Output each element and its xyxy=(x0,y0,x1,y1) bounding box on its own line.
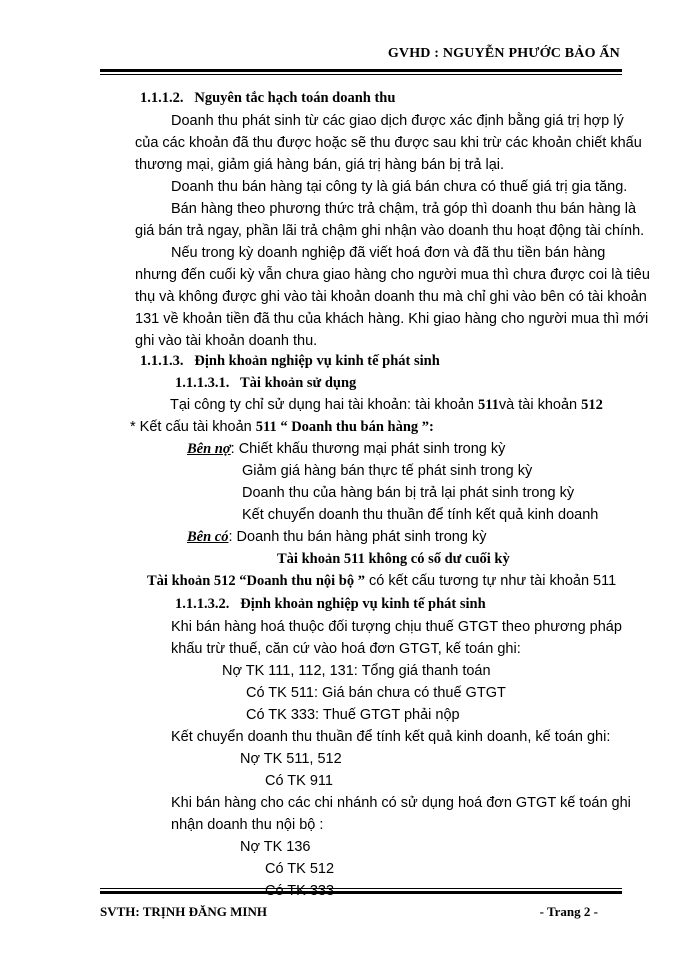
credit-row xyxy=(187,527,486,547)
footer-student: SVTH: TRỊNH ĐĂNG MINH xyxy=(100,904,267,919)
accounts-intro xyxy=(170,395,603,415)
header-rule-thick xyxy=(100,69,622,72)
debit-label: Bên nợ xyxy=(187,441,231,457)
credit-item: : Doanh thu bán hàng phát sinh trong kỳ xyxy=(228,529,487,545)
account-512: 512 xyxy=(581,397,603,413)
entry-line: nhận doanh thu nội bộ : xyxy=(171,817,324,833)
paragraph-line: thương mại, giảm giá hàng bán, giá trị hàng bán bị trả lại. xyxy=(135,157,505,173)
header-rule-thin xyxy=(100,74,622,75)
paragraph-line: nhưng đến cuối kỳ vẫn chưa giao hàng cho người mua thì chưa được coi là tiêu xyxy=(135,267,650,283)
entry-line: Nợ TK 111, 112, 131: Tổng giá thanh toán xyxy=(222,663,491,679)
structure-prefix: * Kết cấu tài khoản xyxy=(130,419,256,435)
section-title: Định khoản nghiệp vụ kinh tế phát sinh xyxy=(240,596,486,612)
entry-line: Có TK 911 xyxy=(265,773,333,789)
account-511: 511 xyxy=(477,397,499,413)
intro-mid: và tài khoản xyxy=(498,397,582,413)
paragraph-line: giá bán trả ngay, phần lãi trả chậm ghi nhận vào doanh thu hoạt động tài chính. xyxy=(135,223,645,239)
entry-line: Nợ TK 511, 512 xyxy=(240,751,342,767)
credit-label: Bên có xyxy=(187,529,229,545)
debit-item: Giảm giá hàng bán thực tế phát sinh trong kỳ xyxy=(242,463,533,479)
header-title: GVHD : NGUYỄN PHƯỚC BẢO ẤN xyxy=(387,46,620,61)
section-heading-1-1-1-3-1 xyxy=(175,373,356,393)
entry-line: Có TK 512 xyxy=(265,861,335,877)
entry-line: Kết chuyển doanh thu thuần để tính kết quả kinh doanh, kế toán ghi: xyxy=(171,729,611,745)
footer-rule-thick xyxy=(100,891,622,894)
structure-account: 511 xyxy=(255,419,277,435)
section-title: Tài khoản sử dụng xyxy=(240,375,357,391)
section-number: 1.1.1.3.1. xyxy=(175,375,230,391)
section-heading-1-1-1-3 xyxy=(140,351,440,371)
paragraph-line: 131 về khoản tiền đã thu của khách hàng. Khi giao hàng cho người mua thì mới xyxy=(135,311,649,327)
debit-item: Kết chuyển doanh thu thuần để tính kết quả kinh doanh xyxy=(242,507,599,523)
section-heading-1-1-1-3-2 xyxy=(175,594,486,614)
account-structure-heading xyxy=(130,417,434,437)
footer-rule-thin xyxy=(100,888,622,889)
section-heading-1-1-1-2 xyxy=(140,88,395,108)
entry-line: Nợ TK 136 xyxy=(240,839,311,855)
debit-item: Doanh thu của hàng bán bị trả lại phát sinh trong kỳ xyxy=(242,485,575,501)
structure-name: “ Doanh thu bán hàng ”: xyxy=(276,419,434,435)
paragraph-line: ghi vào tài khoản doanh thu. xyxy=(135,333,318,349)
section-title: Nguyên tắc hạch toán doanh thu xyxy=(194,90,396,106)
entry-line: Có TK 333: Thuế GTGT phải nộp xyxy=(246,707,460,723)
entry-line: Có TK 511: Giá bán chưa có thuế GTGT xyxy=(246,685,506,701)
account-512-note xyxy=(147,571,616,591)
paragraph-line: Bán hàng theo phương thức trả chậm, trả góp thì doanh thu bán hàng là xyxy=(171,201,637,217)
section-number: 1.1.1.3. xyxy=(140,353,184,369)
debit-item: : Chiết khấu thương mại phát sinh trong kỳ xyxy=(230,441,506,457)
account-512-rest: có kết cấu tương tự như tài khoản 511 xyxy=(364,573,617,589)
footer-page-number: - Trang 2 - xyxy=(539,904,598,919)
entry-line: Khi bán hàng cho các chi nhánh có sử dụng hoá đơn GTGT kế toán ghi xyxy=(171,795,631,811)
paragraph-line: Nếu trong kỳ doanh nghiệp đã viết hoá đơn và đã thu tiền bán hàng xyxy=(171,245,606,261)
debit-row xyxy=(187,439,505,459)
section-number: 1.1.1.2. xyxy=(140,90,184,106)
no-balance-note: Tài khoản 511 không có số dư cuối kỳ xyxy=(277,551,510,567)
paragraph-line: Doanh thu bán hàng tại công ty là giá bán chưa có thuế giá trị gia tăng. xyxy=(171,179,628,195)
paragraph-line: của các khoản đã thu được hoặc sẽ thu được sau khi trừ các khoản chiết khấu xyxy=(135,135,642,151)
section-title: Định khoản nghiệp vụ kinh tế phát sinh xyxy=(194,353,440,369)
intro-text: Tại công ty chỉ sử dụng hai tài khoản: tài khoản xyxy=(170,397,478,413)
entry-line: Khi bán hàng hoá thuộc đối tượng chịu thuế GTGT theo phương pháp xyxy=(171,619,622,635)
entry-line: khấu trừ thuế, căn cứ vào hoá đơn GTGT, kế toán ghi: xyxy=(171,641,521,657)
paragraph-line: Doanh thu phát sinh từ các giao dịch được xác định bằng giá trị hợp lý xyxy=(171,113,624,129)
account-512-name: Tài khoản 512 “Doanh thu nội bộ ” xyxy=(147,573,365,589)
section-number: 1.1.1.3.2. xyxy=(175,596,230,612)
paragraph-line: thụ và không được ghi vào tài khoản doanh thu mà chỉ ghi vào bên có tài khoản xyxy=(135,289,647,305)
